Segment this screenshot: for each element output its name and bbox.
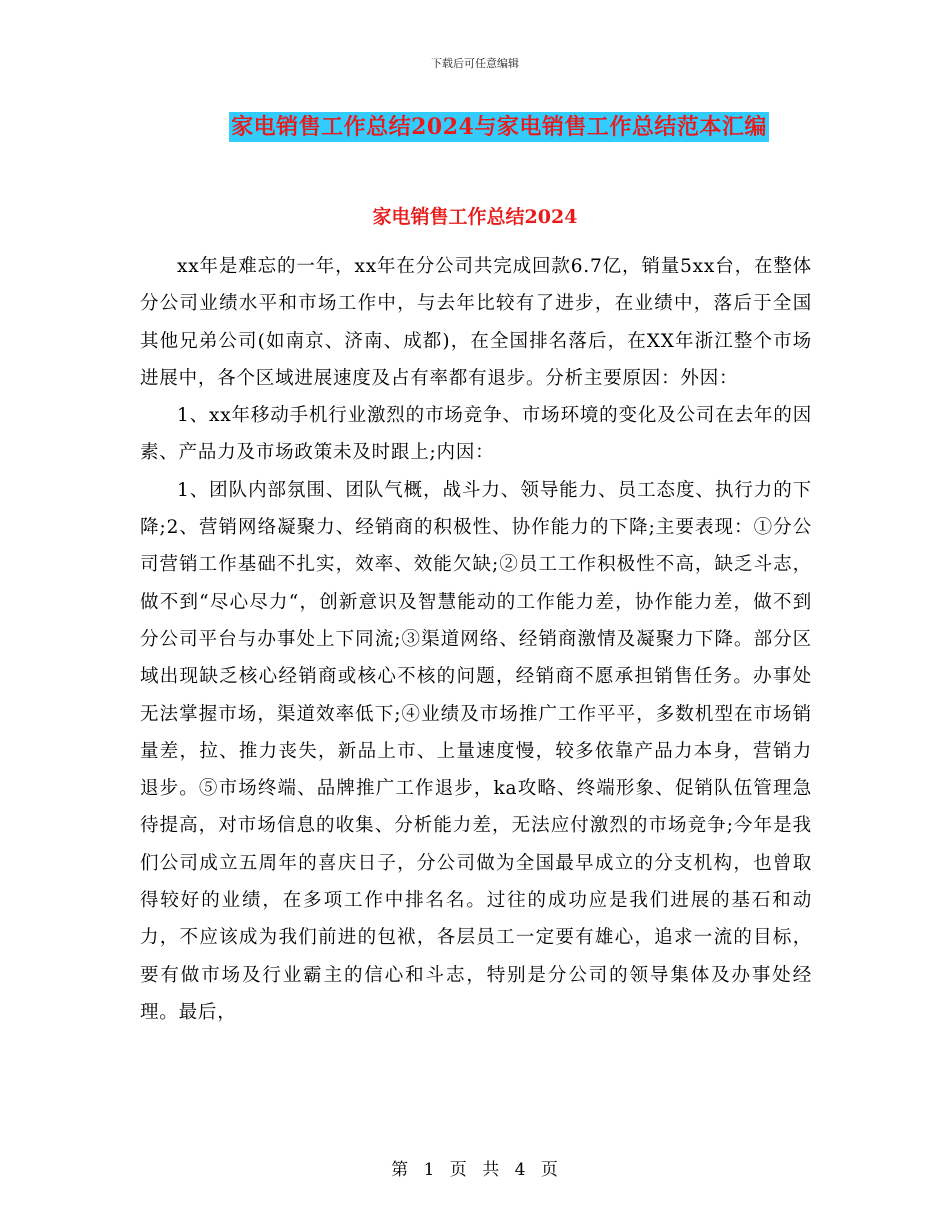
header-note: 下载后可任意编辑 (431, 57, 519, 70)
main-title-container (0, 112, 950, 142)
page-footer (0, 1155, 950, 1180)
footer-prefix: 第 (391, 1160, 410, 1180)
section-title: 家电销售工作总结2024 (372, 206, 578, 228)
footer-page-label: 页 (449, 1160, 468, 1180)
footer-page-number: 1 (423, 1160, 436, 1180)
footer-suffix: 页 (540, 1160, 559, 1180)
main-title: 家电销售工作总结2024与家电销售工作总结范本汇编 (231, 114, 767, 140)
footer-total-pages: 4 (514, 1160, 527, 1180)
footer-total-label: 共 (482, 1160, 501, 1180)
document-body (140, 248, 812, 1031)
paragraph-2: 1、xx年移动手机行业激烈的市场竞争、市场环境的变化及公司在去年的因素、产品力及市场政策未及时跟上;内因： (140, 405, 812, 464)
paragraph-1: xx年是难忘的一年，xx年在分公司共完成回款6.7亿，销量5xx台，在整体分公司业绩水平和市场工作中，与去年比较有了进步，在业绩中，落后于全国其他兄弟公司(如南京、济南、成都)，在全国排名落后，在XX年浙江整个市场进展中，各个区域进展速度及占有率都有退步。分析主要原因：外因： (140, 256, 812, 389)
paragraph-3: 1、团队内部氛围、团队气概，战斗力、领导能力、员工态度、执行力的下降;2、营销网络凝聚力、经销商的积极性、协作能力的下降;主要表现：①分公司营销工作基础不扎实，效率、效能欠缺;②员工工作积极性不高，缺乏斗志，做不到“尽心尽力“，创新意识及智慧能动的工作能力差，协作能力差，做不到分公司平台与办事处上下同流;③渠道网络、经销商激情及凝聚力下降。部分区域出现缺乏核心经销商或核心不核的问题，经销商不愿承担销售任务。办事处无法掌握市场，渠道效率低下;④业绩及市场推广工作平平，多数机型在市场销量差，拉、推力丧失，新品上市、上量速度慢，较多依靠产品力本身，营销力退步。⑤市场终端、品牌推广工作退步，ka攻略、终端形象、促销队伍管理急待提高，对市场信息的收集、分析能力差，无法应付激烈的市场竞争;今年是我们公司成立五周年的喜庆日子，分公司做为全国最早成立的分支机构，也曾取得较好的业绩，在多项工作中排名名。过往的成功应是我们进展的基石和动力，不应该成为我们前进的包袱，各层员工一定要有雄心，追求一流的目标，要有做市场及行业霸主的信心和斗志，特别是分公司的领导集体及办事处经理。最后， (140, 479, 812, 1023)
